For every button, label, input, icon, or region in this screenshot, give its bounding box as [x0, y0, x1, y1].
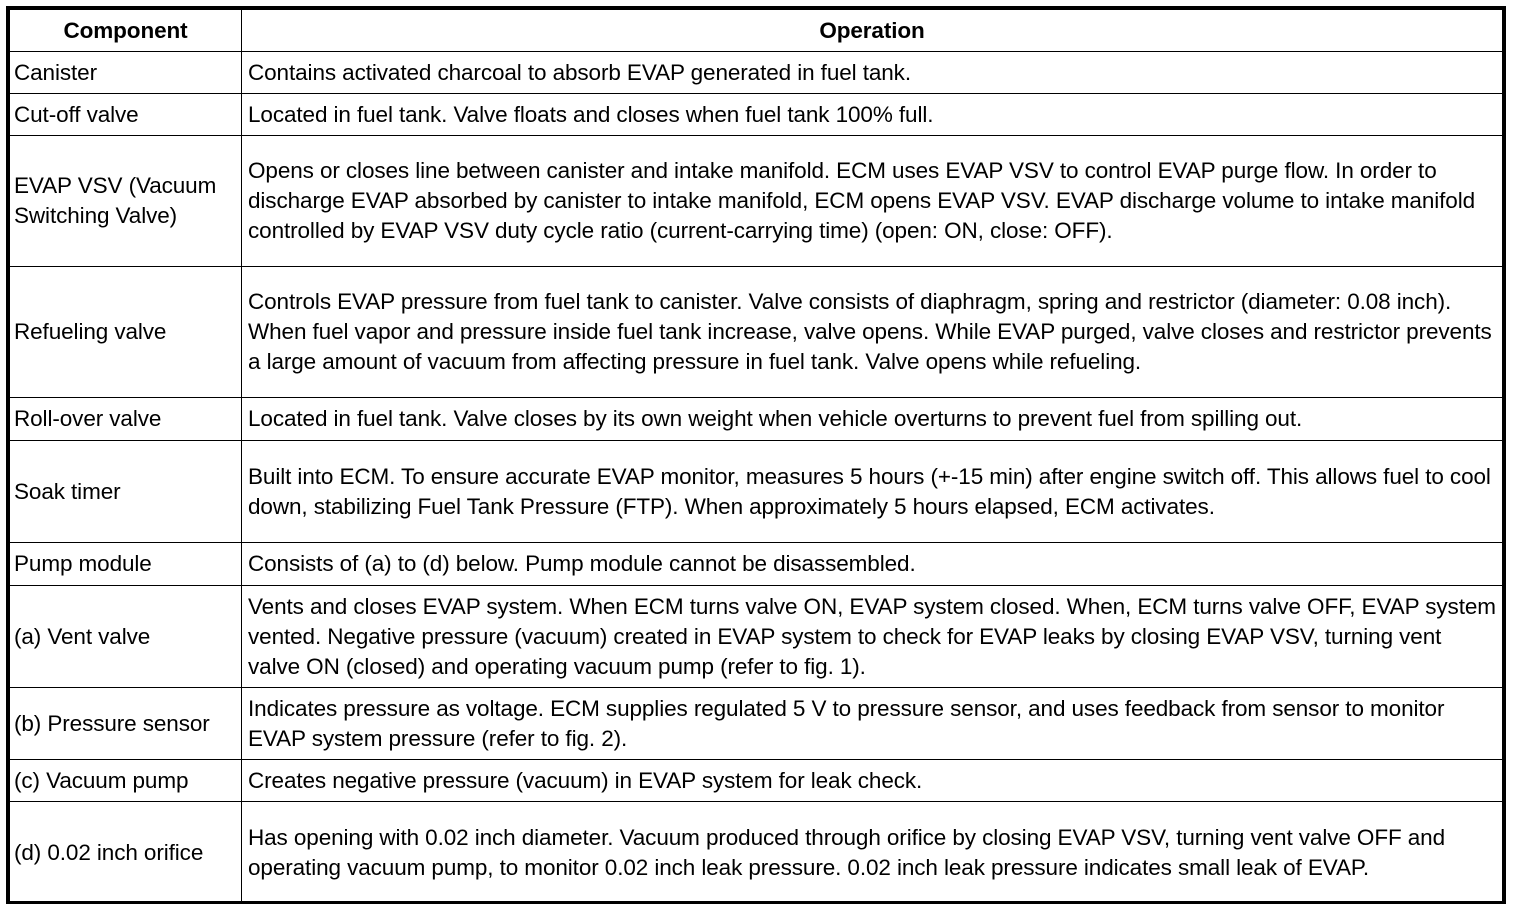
header-row: [10, 10, 1503, 52]
component-cell: Refueling valve: [10, 267, 242, 398]
component-cell: Canister: [10, 52, 242, 94]
operation-cell: Vents and closes EVAP system. When ECM turns valve ON, EVAP system closed. When, ECM turns valve OFF, EVAP system vented. Negative pressure (vacuum) created in EVAP system to check for EVAP leaks by closing EVAP VSV, turning vent valve ON (closed) and operating vacuum pump (refer to fig. 1).: [242, 586, 1503, 688]
component-cell: (c) Vacuum pump: [10, 760, 242, 802]
evap-component-table: [6, 6, 1506, 904]
operation-cell: Has opening with 0.02 inch diameter. Vacuum produced through orifice by closing EVAP VSV, turning vent valve OFF and operating vacuum pump, to monitor 0.02 inch leak pressure. 0.02 inch leak pressure indicates small leak of EVAP.: [242, 802, 1503, 904]
table-row: [10, 586, 1503, 688]
operation-cell: Indicates pressure as voltage. ECM supplies regulated 5 V to pressure sensor, and uses feedback from sensor to monitor EVAP system pressure (refer to fig. 2).: [242, 688, 1503, 760]
operation-cell: Opens or closes line between canister and intake manifold. ECM uses EVAP VSV to control EVAP purge flow. In order to discharge EVAP absorbed by canister to intake manifold, ECM opens EVAP VSV. EVAP discharge volume to intake manifold controlled by EVAP VSV duty cycle ratio (current-carrying time) (open: ON, close: OFF).: [242, 136, 1503, 267]
component-cell: Soak timer: [10, 441, 242, 543]
table-row: [10, 52, 1503, 94]
table-row: [10, 543, 1503, 586]
header-component: Component: [10, 10, 242, 52]
table-row: [10, 802, 1503, 904]
operation-cell: Controls EVAP pressure from fuel tank to canister. Valve consists of diaphragm, spring and restrictor (diameter: 0.08 inch). When fuel vapor and pressure inside fuel tank increase, valve opens. While EVAP purged, valve closes and restrictor prevents a large amount of vacuum from affecting pressure in fuel tank. Valve opens while refueling.: [242, 267, 1503, 398]
component-cell: Cut-off valve: [10, 94, 242, 136]
table-row: [10, 441, 1503, 543]
component-cell: (b) Pressure sensor: [10, 688, 242, 760]
component-cell: Pump module: [10, 543, 242, 586]
table: [9, 9, 1503, 904]
header-operation: Operation: [242, 10, 1503, 52]
component-cell: EVAP VSV (Vacuum Switching Valve): [10, 136, 242, 267]
operation-cell: Built into ECM. To ensure accurate EVAP monitor, measures 5 hours (+-15 min) after engine switch off. This allows fuel to cool down, stabilizing Fuel Tank Pressure (FTP). When approximately 5 hours elapsed, ECM activates.: [242, 441, 1503, 543]
table-row: [10, 760, 1503, 802]
table-row: [10, 136, 1503, 267]
component-cell: Roll-over valve: [10, 398, 242, 441]
table-row: [10, 398, 1503, 441]
table-row: [10, 267, 1503, 398]
operation-cell: Contains activated charcoal to absorb EVAP generated in fuel tank.: [242, 52, 1503, 94]
operation-cell: Consists of (a) to (d) below. Pump module cannot be disassembled.: [242, 543, 1503, 586]
component-cell: (a) Vent valve: [10, 586, 242, 688]
operation-cell: Located in fuel tank. Valve closes by its own weight when vehicle overturns to prevent fuel from spilling out.: [242, 398, 1503, 441]
component-cell: (d) 0.02 inch orifice: [10, 802, 242, 904]
operation-cell: Creates negative pressure (vacuum) in EVAP system for leak check.: [242, 760, 1503, 802]
table-row: [10, 688, 1503, 760]
table-row: [10, 94, 1503, 136]
operation-cell: Located in fuel tank. Valve floats and closes when fuel tank 100% full.: [242, 94, 1503, 136]
